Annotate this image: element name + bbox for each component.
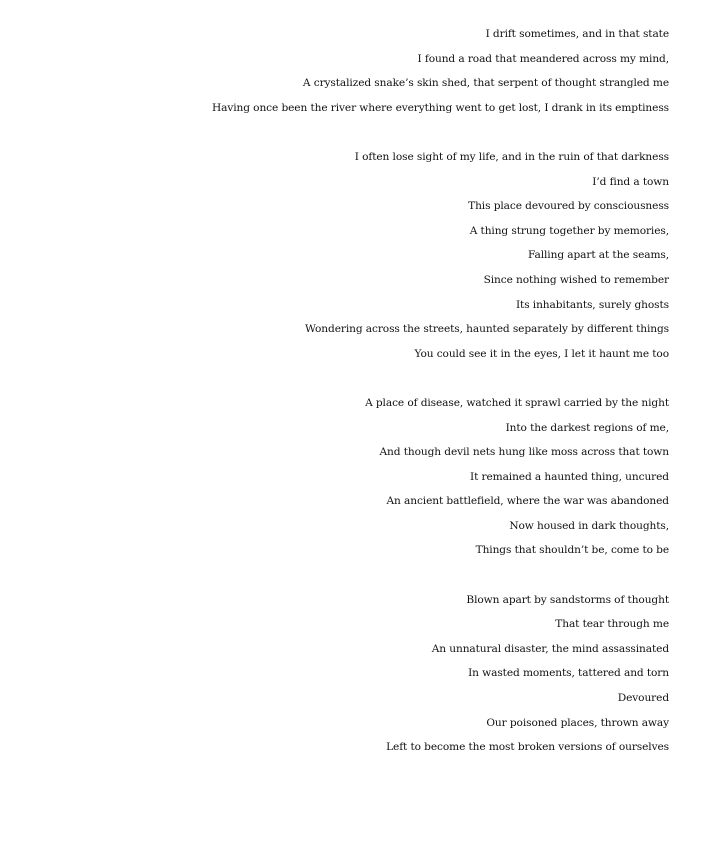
- poem-line: And though devil nets hung like moss across that town: [379, 446, 669, 459]
- poem-line: This place devoured by consciousness: [468, 200, 669, 213]
- poem-line: Having once been the river where everything went to get lost, I drank in its emptiness: [211, 101, 669, 114]
- poem-line: Its inhabitants, surely ghosts: [515, 298, 669, 311]
- poem-line: An unnatural disaster, the mind assassinated: [431, 642, 669, 655]
- poem-line: I found a road that meandered across my mind,: [417, 52, 669, 65]
- poem-line: In wasted moments, tattered and torn: [468, 667, 669, 680]
- poem-line: Into the darkest regions of me,: [505, 421, 669, 434]
- poem-line: An ancient battlefield, where the war was abandoned: [386, 495, 669, 508]
- poem-line: A crystalized snake’s skin shed, that serpent of thought strangled me: [302, 77, 669, 90]
- poem-line: Since nothing wished to remember: [483, 273, 669, 286]
- poem-line: Things that shouldn’t be, come to be: [475, 544, 669, 557]
- stanza-2: [109, 149, 669, 370]
- poem-line: That tear through me: [555, 618, 669, 631]
- poem-line: A place of disease, watched it sprawl carried by the night: [365, 396, 669, 409]
- poem-line: Left to become the most broken versions of ourselves: [386, 741, 669, 754]
- poem-line: I often lose sight of my life, and in the ruin of that darkness: [354, 150, 669, 163]
- poem-line: It remained a haunted thing, uncured: [469, 470, 669, 483]
- poem-line: Our poisoned places, thrown away: [486, 716, 669, 729]
- poem-line: Wondering across the streets, haunted separately by different things: [304, 323, 669, 336]
- poem-line: Falling apart at the seams,: [527, 249, 669, 262]
- poem-line: Now housed in dark thoughts,: [509, 519, 669, 532]
- poem-line: You could see it in the eyes, I let it haunt me too: [414, 347, 669, 360]
- stanza-4: [109, 592, 669, 764]
- poem-line: Blown apart by sandstorms of thought: [466, 593, 669, 606]
- poem-line: I drift sometimes, and in that state: [485, 28, 669, 40]
- poem-line: I’d find a town: [592, 175, 669, 188]
- stanza-3: [109, 395, 669, 567]
- poem-line: A thing strung together by memories,: [469, 224, 669, 237]
- stanza-1: [109, 26, 669, 124]
- poem-line: Devoured: [617, 692, 669, 705]
- poem-body: [109, 26, 669, 788]
